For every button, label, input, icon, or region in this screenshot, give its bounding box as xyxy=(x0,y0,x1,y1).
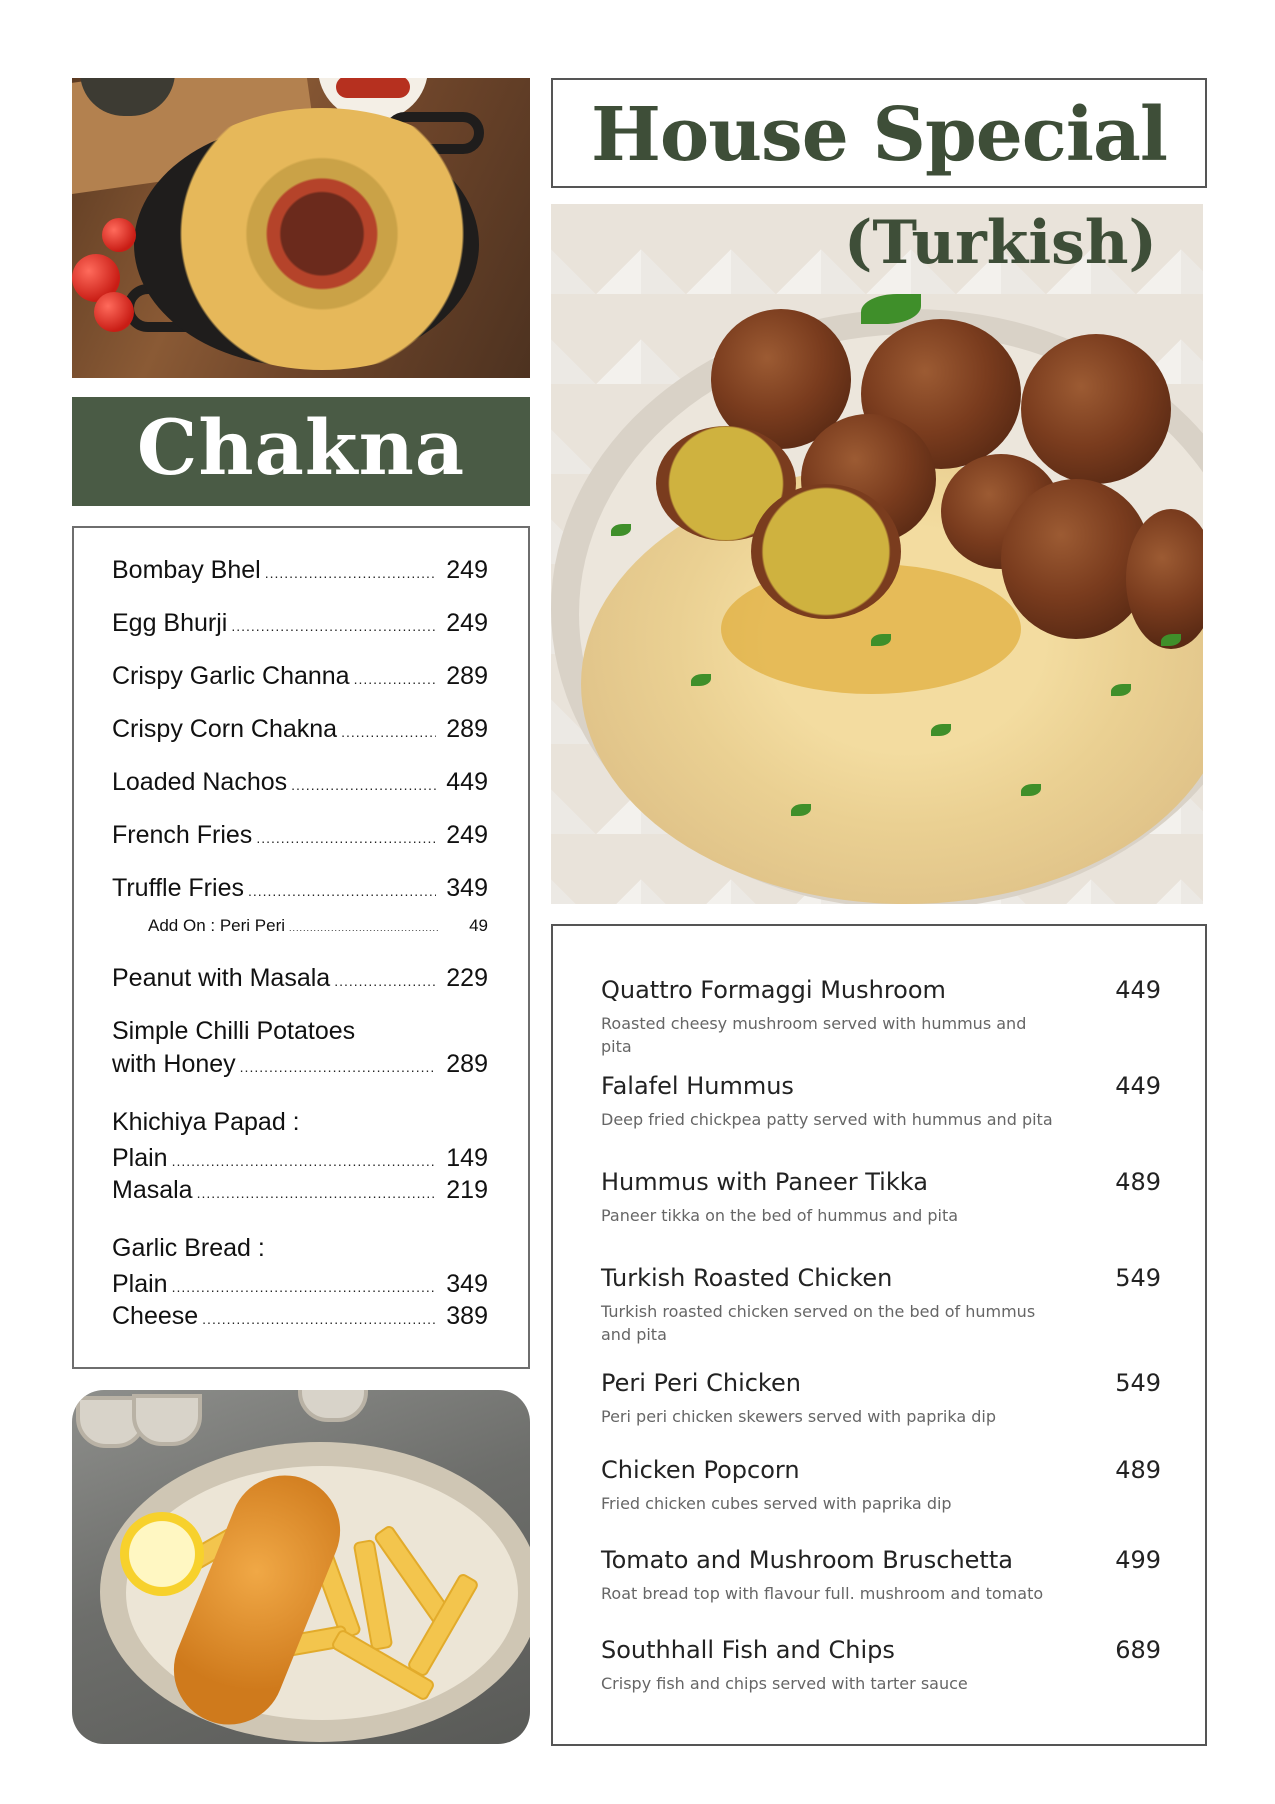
turkish-menu-box xyxy=(551,924,1207,1746)
menu-item xyxy=(112,556,488,585)
item-price: 289 xyxy=(446,715,488,743)
option-name: Masala xyxy=(112,1176,193,1204)
item-description: Crispy fish and chips served with tarter sauce xyxy=(601,1674,968,1693)
addon-name: Add On : Peri Peri xyxy=(148,916,286,935)
menu-item xyxy=(601,1264,1161,1346)
menu-item xyxy=(112,715,488,744)
item-description: Fried chicken cubes served with paprika dip xyxy=(601,1494,952,1513)
item-name: Crispy Corn Chakna xyxy=(112,715,338,743)
item-price: 449 xyxy=(446,768,488,796)
item-name: Loaded Nachos xyxy=(112,768,288,796)
falafel-hummus-photo xyxy=(551,204,1203,904)
menu-item xyxy=(112,964,488,993)
item-price: 349 xyxy=(446,874,488,902)
item-name: Peanut with Masala xyxy=(112,964,331,992)
item-price: 549 xyxy=(1115,1369,1161,1397)
chakna-header xyxy=(72,397,530,506)
item-price: 289 xyxy=(446,1050,488,1078)
item-name-line2: with Honey xyxy=(112,1050,236,1078)
menu-item xyxy=(112,1050,488,1079)
menu-item xyxy=(601,1369,1161,1428)
item-name: Quattro Formaggi Mushroom xyxy=(601,976,946,1004)
item-name-line1: Simple Chilli Potatoes xyxy=(112,1017,356,1045)
item-name: Falafel Hummus xyxy=(601,1072,794,1100)
menu-item xyxy=(112,1302,488,1331)
option-name: Plain xyxy=(112,1144,168,1172)
item-description: Roasted cheesy mushroom served with hummus and pita xyxy=(601,1014,1027,1056)
menu-item xyxy=(601,1168,1161,1227)
menu-item xyxy=(112,609,488,638)
option-price: 149 xyxy=(446,1144,488,1172)
chakna-menu-box xyxy=(72,526,530,1369)
item-name: Truffle Fries xyxy=(112,874,244,902)
menu-item xyxy=(601,1636,1161,1695)
item-price: 489 xyxy=(1115,1168,1161,1196)
khichiya-title: Khichiya Papad : xyxy=(112,1108,300,1136)
option-price: 219 xyxy=(446,1176,488,1204)
item-price: 249 xyxy=(446,821,488,849)
item-name: French Fries xyxy=(112,821,253,849)
item-price: 249 xyxy=(446,556,488,584)
item-price: 449 xyxy=(1115,1072,1161,1100)
menu-item xyxy=(112,662,488,691)
menu-item xyxy=(112,768,488,797)
item-name: Egg Bhurji xyxy=(112,609,228,637)
item-price: 689 xyxy=(1115,1636,1161,1664)
house-special-header xyxy=(551,78,1207,188)
item-price: 489 xyxy=(1115,1456,1161,1484)
fish-and-chips-photo xyxy=(72,1390,530,1744)
item-name: Hummus with Paneer Tikka xyxy=(601,1168,928,1196)
item-description: Deep fried chickpea patty served with hummus and pita xyxy=(601,1110,1053,1129)
option-price: 349 xyxy=(446,1270,488,1298)
item-name: Bombay Bhel xyxy=(112,556,261,584)
item-description: Peri peri chicken skewers served with paprika dip xyxy=(601,1407,997,1426)
item-name: Peri Peri Chicken xyxy=(601,1369,801,1397)
menu-item xyxy=(601,1546,1161,1605)
item-description: Paneer tikka on the bed of hummus and pita xyxy=(601,1206,959,1225)
house-special-title: House Special xyxy=(590,92,1168,178)
addon-item xyxy=(148,916,488,936)
item-price: 249 xyxy=(446,609,488,637)
item-name: Turkish Roasted Chicken xyxy=(601,1264,893,1292)
item-description: Turkish roasted chicken served on the bed of hummus and pita xyxy=(601,1302,1036,1344)
menu-item xyxy=(112,1144,488,1173)
menu-item xyxy=(112,1176,488,1205)
addon-price: 49 xyxy=(469,916,488,935)
menu-item xyxy=(601,1072,1161,1131)
menu-item xyxy=(601,976,1161,1058)
item-price: 229 xyxy=(446,964,488,992)
item-description: Roat bread top with flavour full. mushroom and tomato xyxy=(601,1584,1044,1603)
option-name: Plain xyxy=(112,1270,168,1298)
item-price: 499 xyxy=(1115,1546,1161,1574)
nachos-photo xyxy=(72,78,530,378)
menu-item xyxy=(112,1270,488,1299)
item-price: 289 xyxy=(446,662,488,690)
item-name: Tomato and Mushroom Bruschetta xyxy=(601,1546,1013,1574)
item-price: 449 xyxy=(1115,976,1161,1004)
item-name: Chicken Popcorn xyxy=(601,1456,800,1484)
menu-item xyxy=(601,1456,1161,1515)
option-price: 389 xyxy=(446,1302,488,1330)
option-name: Cheese xyxy=(112,1302,199,1330)
menu-item xyxy=(112,874,488,903)
item-name: Crispy Garlic Channa xyxy=(112,662,350,690)
house-special-subtitle: (Turkish) xyxy=(844,208,1157,278)
chakna-title: Chakna xyxy=(136,403,466,492)
menu-item xyxy=(112,821,488,850)
garlic-bread-title: Garlic Bread : xyxy=(112,1234,265,1262)
item-name: Southhall Fish and Chips xyxy=(601,1636,895,1664)
item-price: 549 xyxy=(1115,1264,1161,1292)
